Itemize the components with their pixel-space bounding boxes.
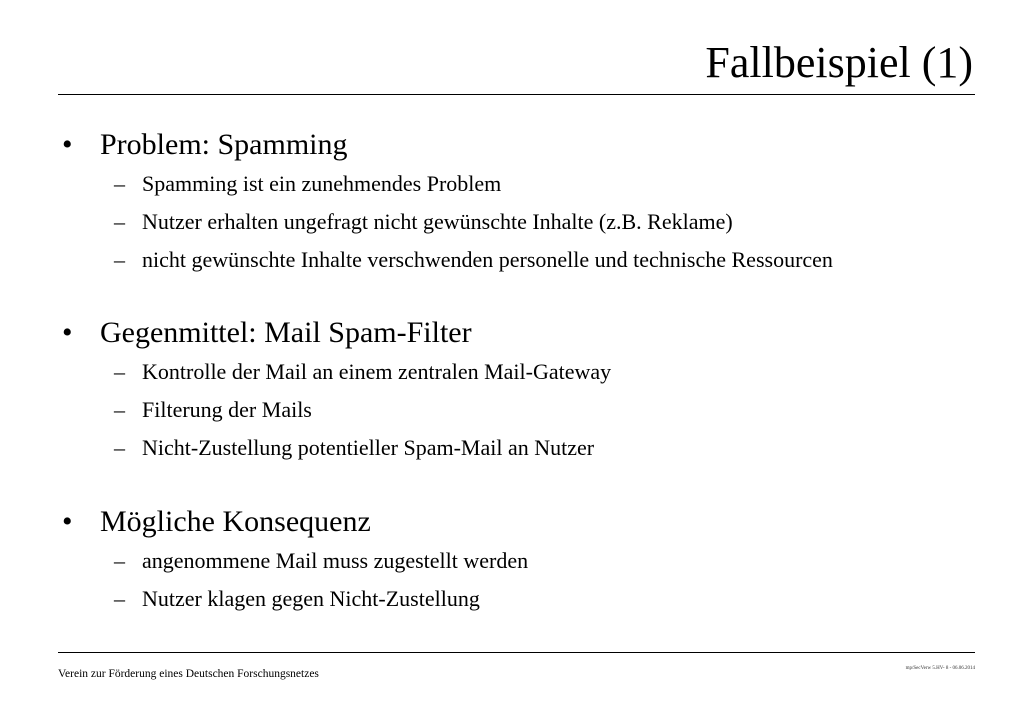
sub-item-text: nicht gewünschte Inhalte verschwenden personelle und technische Ressourcen (142, 247, 833, 272)
sub-dash: – (114, 359, 125, 384)
bullet-heading: Gegenmittel: Mail Spam-Filter (100, 316, 472, 349)
sub-dash: – (114, 247, 125, 272)
sub-item-text: angenommene Mail muss zugestellt werden (142, 548, 529, 573)
bullet-heading: Mögliche Konsequenz (100, 505, 371, 538)
bullet-dot: • (62, 128, 73, 161)
sub-item-text: Nutzer klagen gegen Nicht-Zustellung (142, 586, 480, 611)
sub-item-text: Nutzer erhalten ungefragt nicht gewünschte Inhalte (z.B. Reklame) (142, 209, 733, 234)
footer-divider (58, 652, 975, 653)
footer-slide-ref: mp/SecVerw 5.HV- 8 - 06.06.2014 (905, 666, 975, 671)
sub-item-text: Kontrolle der Mail an einem zentralen Mail-Gateway (142, 359, 612, 384)
sub-dash: – (114, 548, 125, 573)
bullet-dot: • (62, 505, 73, 538)
sub-dash: – (114, 171, 125, 196)
footer-organization: Verein zur Förderung eines Deutschen Forschungsnetzes (58, 668, 319, 680)
sub-item-text: Filterung der Mails (142, 397, 312, 422)
sub-item-text: Spamming ist ein zunehmendes Problem (142, 171, 502, 196)
slide-title: Fallbeispiel (1) (705, 38, 973, 87)
title-divider (58, 94, 975, 95)
bullet-heading: Problem: Spamming (100, 128, 348, 161)
bullet-dot: • (62, 316, 73, 349)
sub-dash: – (114, 435, 125, 460)
sub-dash: – (114, 586, 125, 611)
sub-dash: – (114, 209, 125, 234)
sub-dash: – (114, 397, 125, 422)
sub-item-text: Nicht-Zustellung potentieller Spam-Mail an Nutzer (142, 435, 595, 460)
